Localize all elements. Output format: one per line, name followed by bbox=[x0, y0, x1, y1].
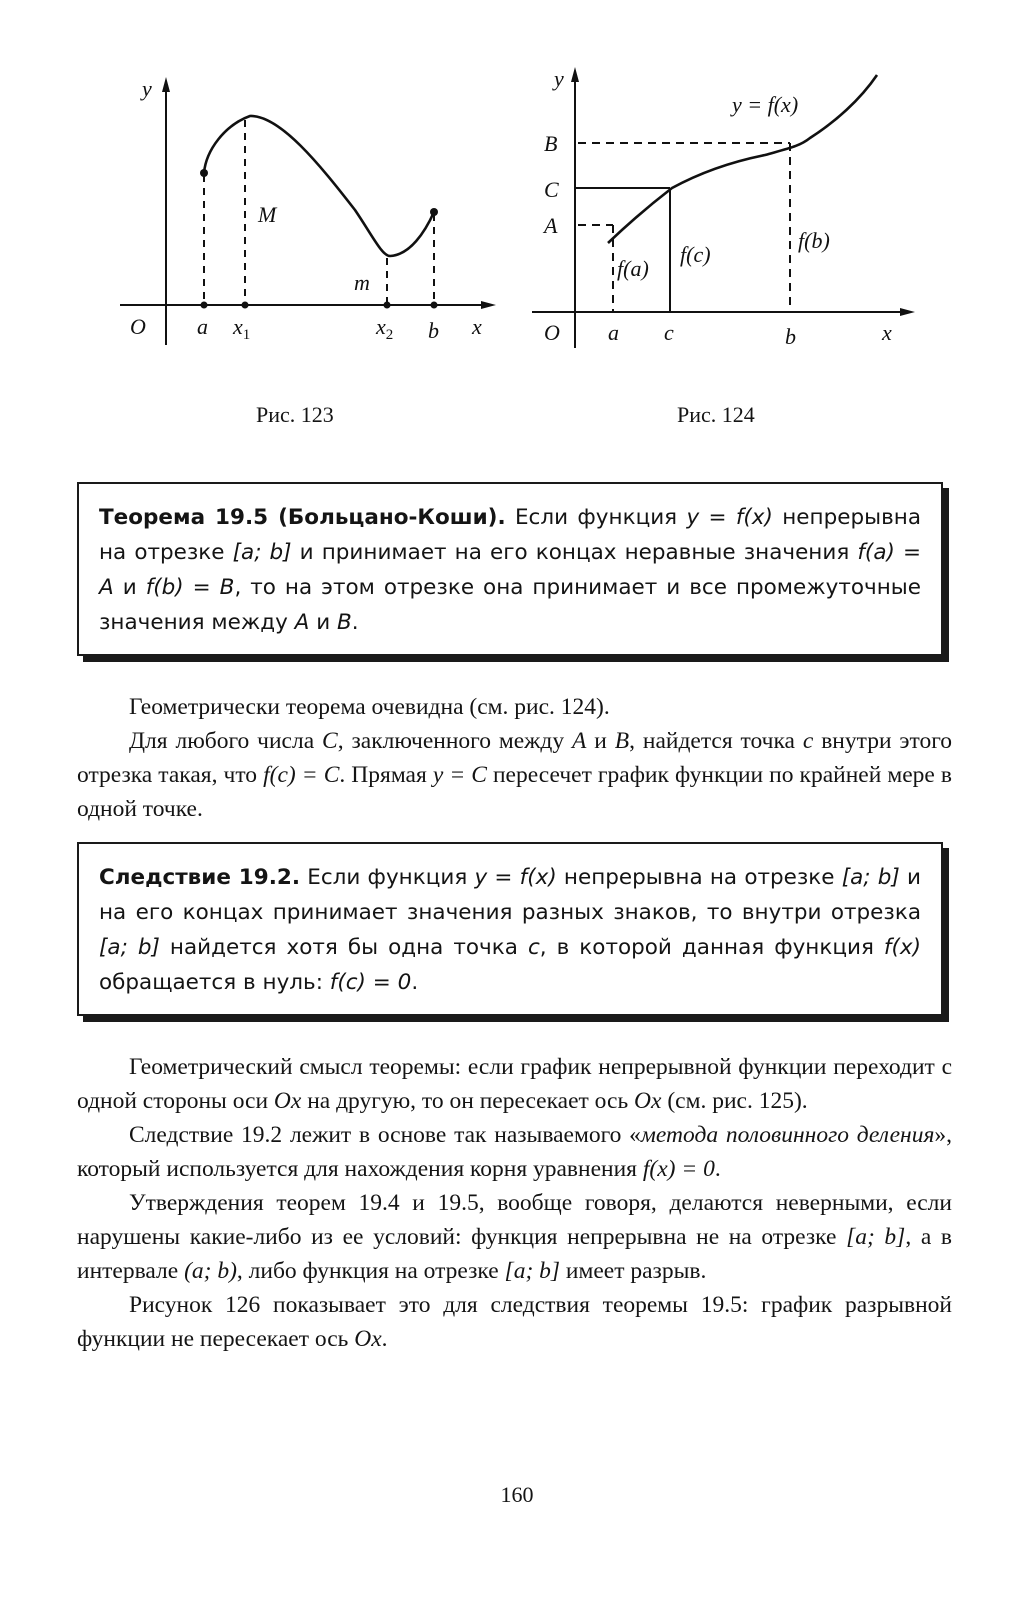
tick-x1 bbox=[242, 302, 249, 309]
paragraph: Утверждения теорем 19.4 и 19.5, вообще говоря, делаются неверными, если нарушены какие-либо из ее условий: функция непрерывна не на отрезке [a; b], а в интервале (a; b), либо функция на отрезке [a; b] имеет разрыв. bbox=[77, 1190, 952, 1284]
label-x2: $x_2$ bbox=[376, 314, 394, 343]
corollary-text: Если функция bbox=[300, 865, 475, 890]
caption-fig123: Рис. 123 bbox=[256, 402, 334, 427]
theorem-text: непрерывна на отрезке bbox=[99, 505, 921, 565]
paragraph: Для любого числа C, заключенного между A и B, найдется точка c внутри этого отрезка такая, что f(c) = C. Прямая y = C пересечет график функции по крайней мере в одной точке. bbox=[77, 728, 953, 822]
label-fc: f(c) bbox=[680, 242, 711, 267]
label-a: a bbox=[608, 320, 619, 345]
math-expression: A bbox=[294, 610, 310, 635]
label-origin: O bbox=[544, 320, 560, 345]
math-expression: [a; b] bbox=[841, 865, 900, 890]
tick-x2 bbox=[384, 302, 391, 309]
label-y: y bbox=[142, 76, 152, 101]
y-arrow-icon bbox=[162, 77, 170, 92]
theorem-title: Теорема 19.5 (Больцано-Коши). bbox=[99, 505, 506, 530]
label-function: y = f(x) bbox=[732, 92, 799, 117]
theorem-text: Если функция bbox=[505, 505, 687, 530]
corollary-box bbox=[77, 842, 943, 1016]
y-arrow-icon bbox=[571, 67, 579, 82]
corollary-text: обращается в нуль: bbox=[99, 970, 330, 995]
label-B: B bbox=[544, 131, 558, 156]
math-expression: B bbox=[337, 610, 352, 635]
label-C: C bbox=[544, 177, 559, 202]
paragraph-block-1 bbox=[77, 690, 952, 826]
corollary-text: и на его концах принимает значения разных знаков, то внутри отрезка bbox=[99, 865, 921, 925]
label-fa: f(a) bbox=[617, 256, 649, 281]
caption-fig124: Рис. 124 bbox=[677, 402, 755, 427]
math-expression: [a; b] bbox=[99, 935, 160, 960]
corollary-text: , в которой данная функция bbox=[539, 935, 884, 960]
figure-124-graph bbox=[520, 0, 920, 360]
tick-b bbox=[431, 302, 438, 309]
corollary-text: непрерывна на отрезке bbox=[556, 865, 842, 890]
label-fb: f(b) bbox=[798, 228, 830, 253]
theorem-text: , то на этом отрезке она принимает и все промежуточные значения между bbox=[99, 575, 921, 635]
figure-123-graph bbox=[110, 0, 500, 360]
label-A: A bbox=[544, 213, 558, 238]
corollary-text: . bbox=[411, 970, 419, 995]
label-origin: O bbox=[130, 314, 146, 339]
paragraph: Следствие 19.2 лежит в основе так называемого «метода половинного деления», который используется для нахождения корня уравнения f(x) = 0. bbox=[77, 1122, 953, 1182]
label-b: b bbox=[785, 324, 796, 349]
math-expression: y = f(x) bbox=[686, 505, 773, 530]
corollary-text: найдется хотя бы одна точка bbox=[159, 935, 528, 960]
label-x1: $x_1$ bbox=[233, 314, 251, 343]
label-m: m bbox=[354, 270, 370, 295]
theorem-box bbox=[77, 482, 943, 656]
theorem-text: . bbox=[351, 610, 359, 635]
label-y: y bbox=[554, 66, 564, 91]
math-expression: f(x) bbox=[883, 935, 921, 960]
paragraph: Рисунок 126 показывает это для следствия теоремы 19.5: график разрывной функции не пересекает ось Ox. bbox=[77, 1292, 952, 1352]
paragraph-block-2 bbox=[77, 1050, 952, 1356]
label-x: x bbox=[882, 320, 892, 345]
x-arrow-icon bbox=[900, 308, 915, 316]
label-c: c bbox=[664, 320, 674, 345]
math-expression: y = f(x) bbox=[474, 865, 557, 890]
theorem-text: и принимает на его концах неравные значения bbox=[291, 540, 858, 565]
figure-123 bbox=[110, 0, 500, 360]
math-expression: c bbox=[527, 935, 540, 960]
theorem-text: и bbox=[309, 610, 338, 635]
function-curve bbox=[204, 116, 434, 256]
label-a: a bbox=[197, 314, 208, 339]
endpoint-b bbox=[430, 208, 438, 216]
endpoint-a bbox=[200, 169, 208, 177]
math-expression: f(b) = B bbox=[145, 575, 235, 600]
figure-124 bbox=[520, 0, 920, 360]
paragraph: Геометрически теорема очевидна (см. рис. 124). bbox=[129, 694, 610, 720]
tick-a bbox=[201, 302, 208, 309]
corollary-title: Следствие 19.2. bbox=[99, 865, 301, 890]
page-number: 160 bbox=[500, 1482, 534, 1507]
math-expression: f(c) = 0 bbox=[329, 970, 412, 995]
theorem-text: и bbox=[113, 575, 146, 600]
paragraph: Геометрический смысл теоремы: если график непрерывной функции переходит с одной стороны оси Ox на другую, то он пересекает ось Ox (см. рис. 125). bbox=[77, 1054, 952, 1114]
label-x: x bbox=[472, 314, 482, 339]
x-arrow-icon bbox=[481, 301, 496, 309]
label-b: b bbox=[428, 318, 439, 343]
math-expression: f(a) = A bbox=[99, 540, 921, 600]
math-expression: [a; b] bbox=[232, 540, 292, 565]
label-M: M bbox=[258, 202, 277, 227]
